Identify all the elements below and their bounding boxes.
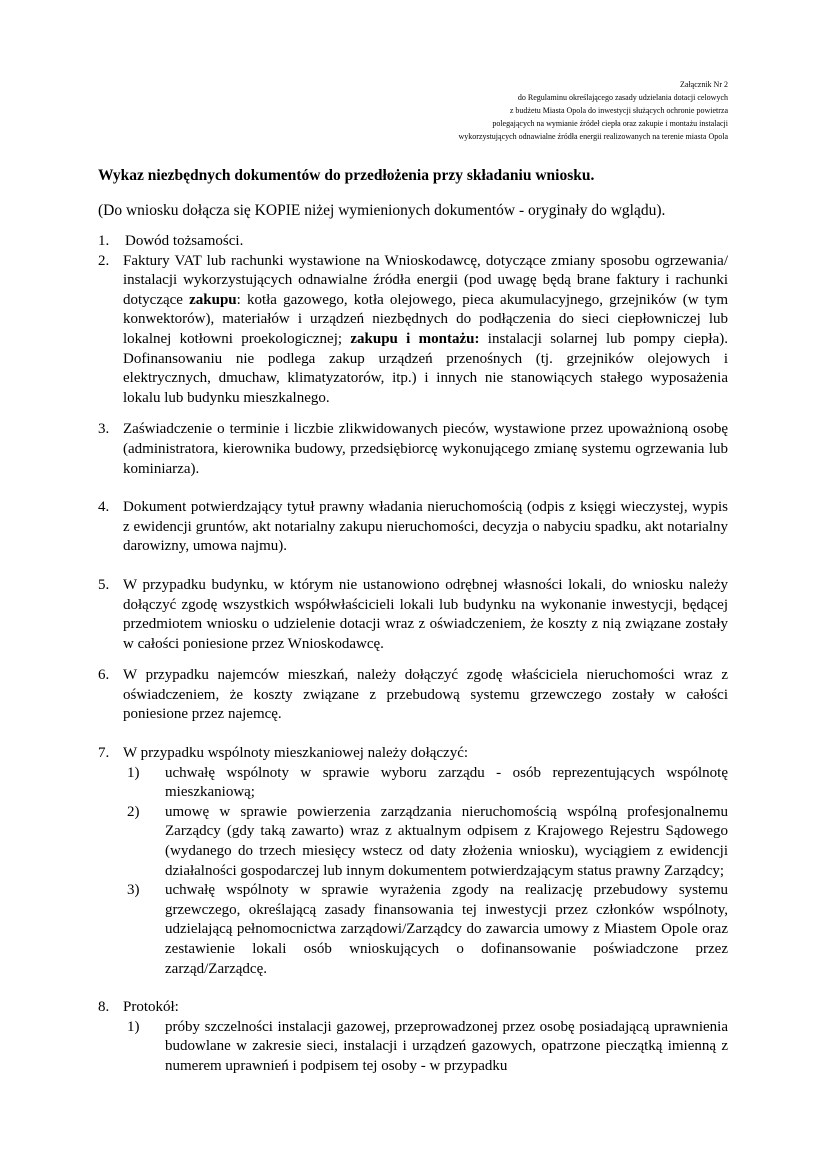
header-line: wykorzystujących odnawialne źródła energii realizowanych na terenie miasta Opola: [458, 132, 728, 141]
sub-item-number: 1): [127, 764, 140, 781]
item-text: W przypadku najemców mieszkań, należy dołączyć zgodę właściciela nieruchomości wraz z oświadczeniem, że koszty związane z przebudową systemu grzewczego zostały w całości poniesione przez najemcę.: [123, 667, 728, 723]
sub-item-number: 3): [127, 882, 140, 899]
item-number: 6.: [98, 667, 110, 684]
item-number: 5.: [98, 576, 110, 593]
list-item: [98, 232, 728, 252]
documents-list: [98, 232, 728, 1077]
sub-list-item: [127, 764, 728, 803]
list-item: [98, 744, 728, 764]
list-item: [98, 666, 728, 725]
intro-note: (Do wniosku dołącza się KOPIE niżej wymienionych dokumentów - oryginały do wglądu).: [98, 202, 666, 219]
item-text: Faktury VAT lub rachunki wystawione na Wnioskodawcę, dotyczące zmiany sposobu ogrzewania/ instalacji wykorzystujących odnawialne źródła energii (pod uwagę będą brane faktury i rachunki dotyczące zakupu: kotła gazowego, kotła olejowego, pieca akumulacyjnego, grzejników (w tym konwektorów), materiałów i urządzeń niezbędnych do podłączenia do sieci ciepłowniczej lub lokalnej kotłowni proekologicznej; zakupu i montażu: instalacji solarnej lub pompy ciepła). Dofinansowaniu nie podlega zakup urządzeń przenośnych (tj. grzejników olejowych i elektrycznych, dmuchaw, klimatyzatorów, itp.) i innych nie stanowiących stałego wyposażenia lokalu lub budynku mieszkalnego.: [123, 252, 728, 406]
item-number: 2.: [98, 252, 110, 269]
item-text: Dokument potwierdzający tytuł prawny władania nieruchomością (odpis z księgi wieczystej, wypis z ewidencji gruntów, akt notarialny zakupu nieruchomości, decyzja o nabyciu spadku, akt notarialny darowizny, umowa najmu).: [123, 499, 728, 555]
item-text: Zaświadczenie o terminie i liczbie zlikwidowanych pieców, wystawione przez upoważnioną osobę (administratora, kierownika budowy, przedsiębiorcę wykonującego zmianę systemu ogrzewania lub kominiarza).: [123, 421, 728, 477]
document-title: Wykaz niezbędnych dokumentów do przedłożenia przy składaniu wniosku.: [98, 167, 595, 184]
sub-item-number: 2): [127, 803, 140, 820]
item-text: W przypadku budynku, w którym nie ustanowiono odrębnej własności lokali, do wniosku należy dołączyć zgodę wszystkich współwłaścicieli lokali lub budynku na wykonanie inwestycji, będącej przedmiotem wniosku o udzielenie dotacji wraz z oświadczeniem, że koszty z nią związane zostały w całości poniesione przez Wnioskodawcę.: [123, 576, 728, 652]
attachment-header: [228, 78, 728, 143]
bold-term: zakupu: [189, 291, 237, 308]
header-line: do Regulaminu określającego zasady udzielania dotacji celowych: [517, 93, 728, 102]
sub-list-item: [127, 803, 728, 881]
header-line: z budżetu Miasta Opola do inwestycji służących ochronie powietrza: [509, 106, 728, 115]
sub-list-item: [127, 881, 728, 979]
sub-item-text: uchwałę wspólnoty w sprawie wyrażenia zgody na realizację przebudowy systemu grzewczego, określającą zasady finansowania tej inwestycji przez członków wspólnoty, udzielającą pełnomocnictwa zarządowi/Zarządcy do zawarcia umowy z Miastem Opole oraz zestawienie lokali osób wnioskujących o dofinansowanie poświadczone przez zarząd/Zarządcę.: [165, 882, 728, 977]
item-number: 1.: [98, 233, 110, 249]
sub-item-text: umowę w sprawie powierzenia zarządzania nieruchomością wspólną profesjonalnemu Zarządcy (gdy taką zawarto) wraz z aktualnym odpisem z Krajowego Rejestru Sądowego (wydanego do trzech miesięcy wstecz od daty złożenia wniosku), wyciągiem z ewidencji działalności gospodarczej lub innym dokumentem potwierdzającym status prawny Zarządcy;: [165, 803, 728, 879]
item-number: 3.: [98, 421, 110, 438]
bold-term: zakupu i montażu:: [350, 330, 480, 347]
sub-item-number: 1): [127, 1018, 140, 1035]
item-number: 7.: [98, 745, 110, 762]
sub-item-text: uchwałę wspólnoty w sprawie wyboru zarządu - osób reprezentujących wspólnotę mieszkaniową;: [165, 764, 728, 801]
list-item: [98, 420, 728, 479]
sub-list-item: [127, 1018, 728, 1077]
list-item: [98, 252, 728, 409]
sub-item-text: próby szczelności instalacji gazowej, przeprowadzonej przez osobę posiadającą uprawnienia budowlane w zakresie sieci, instalacji i urządzeń gazowych, opatrzone pieczątką imienną z numerem uprawnień i podpisem tej osoby - w przypadku: [165, 1018, 728, 1074]
header-line: polegających na wymianie źródeł ciepła oraz zakupie i montażu instalacji: [492, 119, 728, 128]
item-number: 8.: [98, 999, 110, 1016]
list-item: [98, 576, 728, 654]
item-text: W przypadku wspólnoty mieszkaniowej należy dołączyć:: [123, 745, 469, 762]
list-item: [98, 998, 728, 1018]
item-text: Dowód tożsamości.: [125, 233, 244, 249]
list-item: [98, 498, 728, 557]
header-line: Załącznik Nr 2: [680, 80, 728, 89]
item-number: 4.: [98, 499, 110, 516]
item-text: Protokół:: [123, 999, 179, 1016]
